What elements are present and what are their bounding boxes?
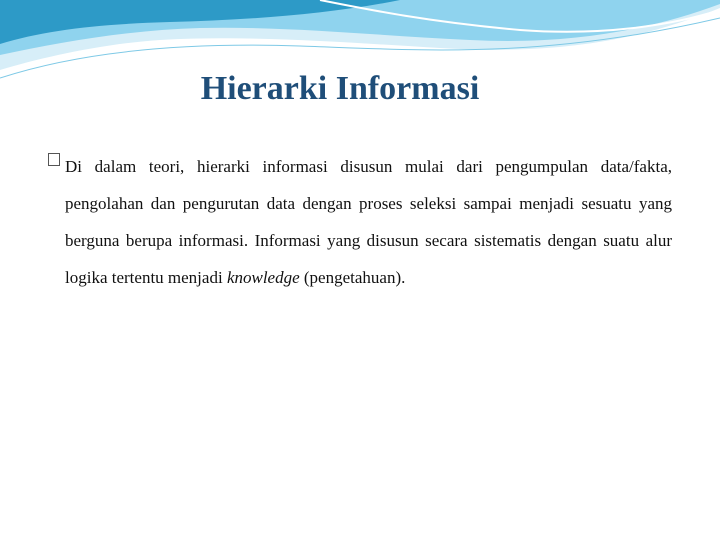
bullet-list (48, 148, 672, 296)
bullet-text-emphasis: knowledge (226, 268, 300, 287)
square-bullet-icon (48, 153, 60, 166)
bullet-text-end: (pengetahuan). (299, 268, 406, 287)
bullet-text-main: Di dalam teori, hierarki informasi disusun mulai dari pengumpulan data/fakta, pengolahan dan pengurutan data dengan proses seleksi sampai menjadi sesuatu yang berguna berupa informasi. Informasi yang disusun secara sistematis dengan suatu alur logika tertentu menjadi (65, 157, 672, 287)
bullet-item (48, 148, 672, 296)
bullet-paragraph (65, 148, 672, 296)
slide-title: Hierarki Informasi (200, 70, 480, 107)
